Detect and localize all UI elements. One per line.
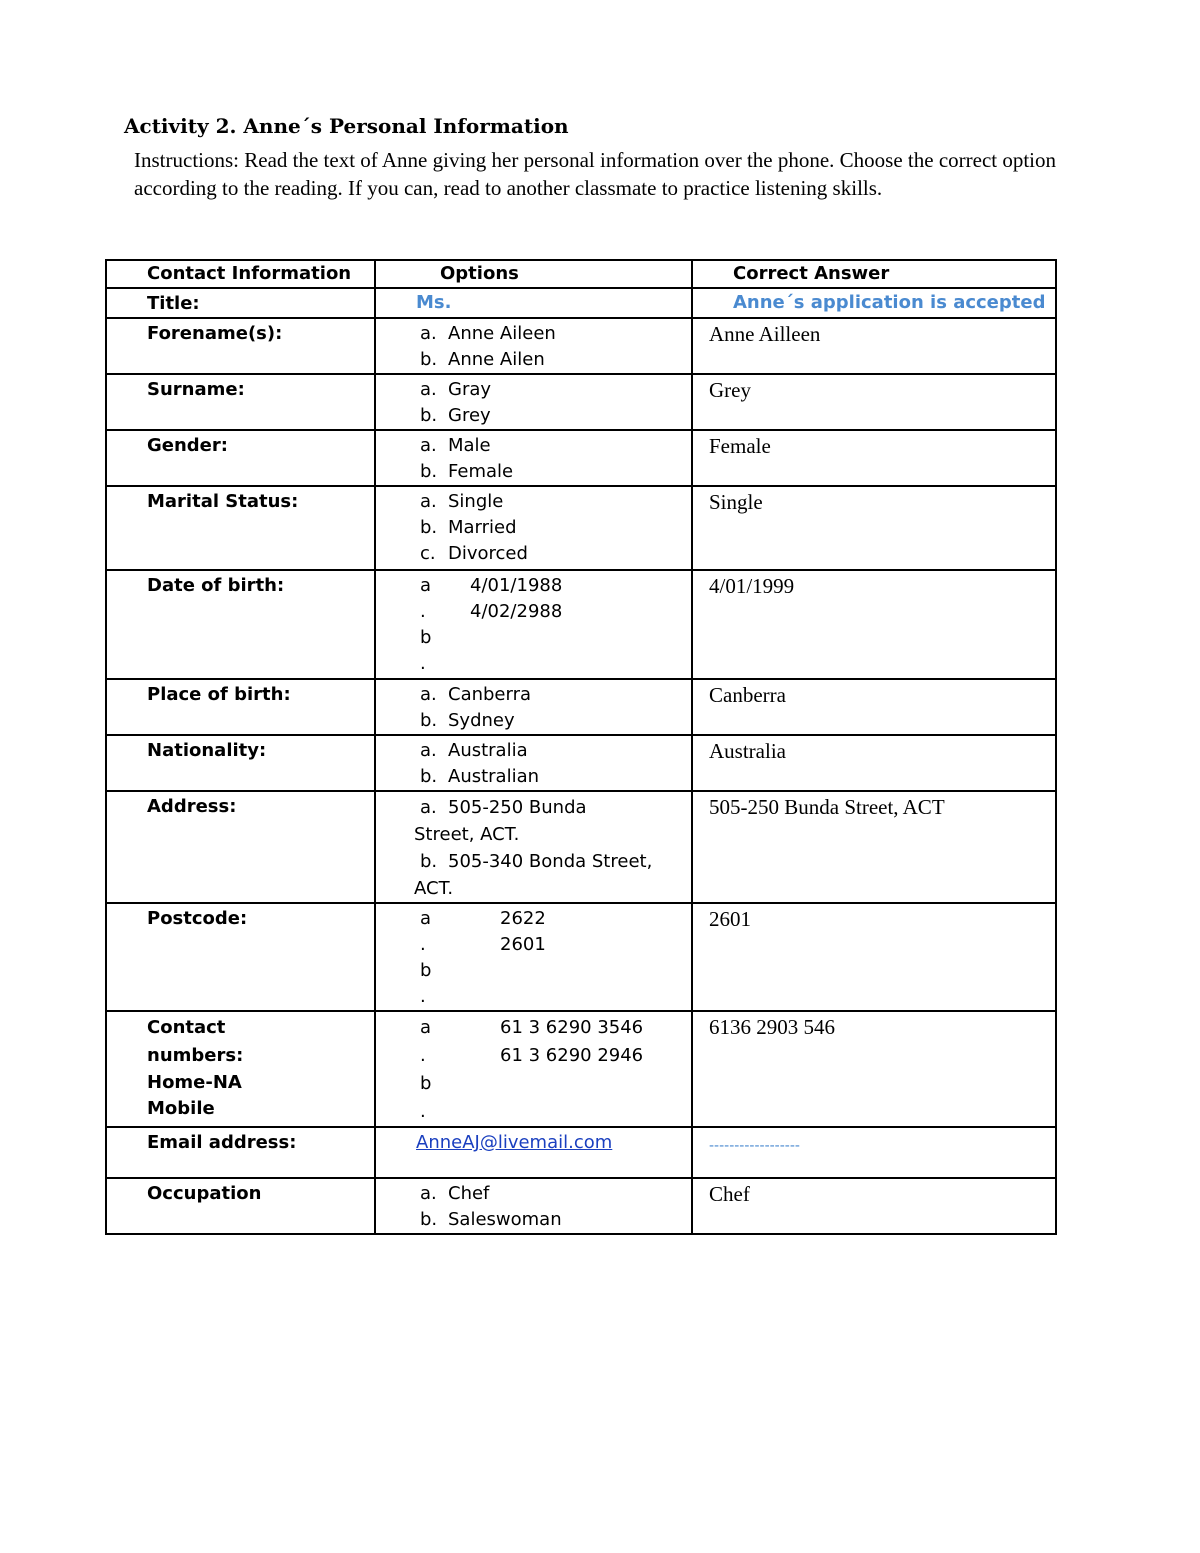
options-forename: a. Anne Aileen b. Anne Ailen	[375, 318, 692, 374]
table-row-email	[106, 1127, 1056, 1178]
options-date-of-birth: a 4/01/1988 . 4/02/2988 b .	[375, 570, 692, 679]
answer-forename: Anne Ailleen	[692, 318, 1056, 374]
answer-postcode: 2601	[692, 903, 1056, 1011]
answer-title: Anne´s application is accepted	[692, 288, 1056, 318]
table-row-surname	[106, 374, 1056, 430]
table-row-marital-status	[106, 486, 1056, 570]
row-label-postcode: Postcode:	[106, 903, 375, 1011]
answer-address: 505-250 Bunda Street, ACT	[692, 791, 1056, 903]
page-title: Activity 2. Anne´s Personal Information	[124, 114, 569, 138]
column-header-correct-answer: Correct Answer	[692, 260, 1056, 288]
row-label-surname: Surname:	[106, 374, 375, 430]
options-occupation: a. Chef b. Saleswoman	[375, 1178, 692, 1234]
table-row-date-of-birth	[106, 570, 1056, 679]
answer-surname: Grey	[692, 374, 1056, 430]
row-label-forename: Forename(s):	[106, 318, 375, 374]
row-label-date-of-birth: Date of birth:	[106, 570, 375, 679]
instructions: Instructions: Read the text of Anne giving her personal information over the phone. Choose the correct option according to the reading. If you can, read to another classmate to practice listening skills.	[134, 148, 1057, 200]
row-label-email: Email address:	[106, 1127, 375, 1178]
row-label-title: Title:	[106, 288, 375, 318]
table-row-postcode	[106, 903, 1056, 1011]
answer-email: ------------------	[692, 1127, 1056, 1178]
row-label-place-of-birth: Place of birth:	[106, 679, 375, 735]
table-row-occupation	[106, 1178, 1056, 1234]
options-marital-status: a. Single b. Married c. Divorced	[375, 486, 692, 570]
table-header-row	[106, 260, 1056, 288]
table-row-place-of-birth	[106, 679, 1056, 735]
row-label-marital-status: Marital Status:	[106, 486, 375, 570]
answer-marital-status: Single	[692, 486, 1056, 570]
options-surname: a. Gray b. Grey	[375, 374, 692, 430]
options-place-of-birth: a. Canberra b. Sydney	[375, 679, 692, 735]
options-postcode: a 2622 . 2601 b .	[375, 903, 692, 1011]
options-contact-numbers: a 61 3 6290 3546 . 61 3 6290 2946 b .	[375, 1011, 692, 1127]
option-email	[375, 1127, 692, 1178]
row-label-gender: Gender:	[106, 430, 375, 486]
answer-occupation: Chef	[692, 1178, 1056, 1234]
table-row-address	[106, 791, 1056, 903]
options-nationality: a. Australia b. Australian	[375, 735, 692, 791]
answer-gender: Female	[692, 430, 1056, 486]
table-row-contact-numbers	[106, 1011, 1056, 1127]
table-row-forename	[106, 318, 1056, 374]
personal-info-table	[105, 259, 1057, 1235]
row-label-address: Address:	[106, 791, 375, 903]
email-link[interactable]: AnneAJ@livemail.com	[416, 1132, 613, 1153]
options-gender: a. Male b. Female	[375, 430, 692, 486]
answer-contact-numbers: 6136 2903 546	[692, 1011, 1056, 1127]
row-label-occupation: Occupation	[106, 1178, 375, 1234]
option-title: Ms.	[375, 288, 692, 318]
answer-nationality: Australia	[692, 735, 1056, 791]
row-label-contact-numbers: Contact numbers: Home-NA Mobile	[106, 1011, 375, 1127]
row-label-nationality: Nationality:	[106, 735, 375, 791]
table-row-nationality	[106, 735, 1056, 791]
table-row-title	[106, 288, 1056, 318]
options-address: a. 505-250 Bunda Street, ACT. b. 505-340 Bonda Street, ACT.	[375, 791, 692, 903]
table-row-gender	[106, 430, 1056, 486]
column-header-options: Options	[375, 260, 692, 288]
answer-place-of-birth: Canberra	[692, 679, 1056, 735]
answer-date-of-birth: 4/01/1999	[692, 570, 1056, 679]
column-header-contact-information: Contact Information	[106, 260, 375, 288]
